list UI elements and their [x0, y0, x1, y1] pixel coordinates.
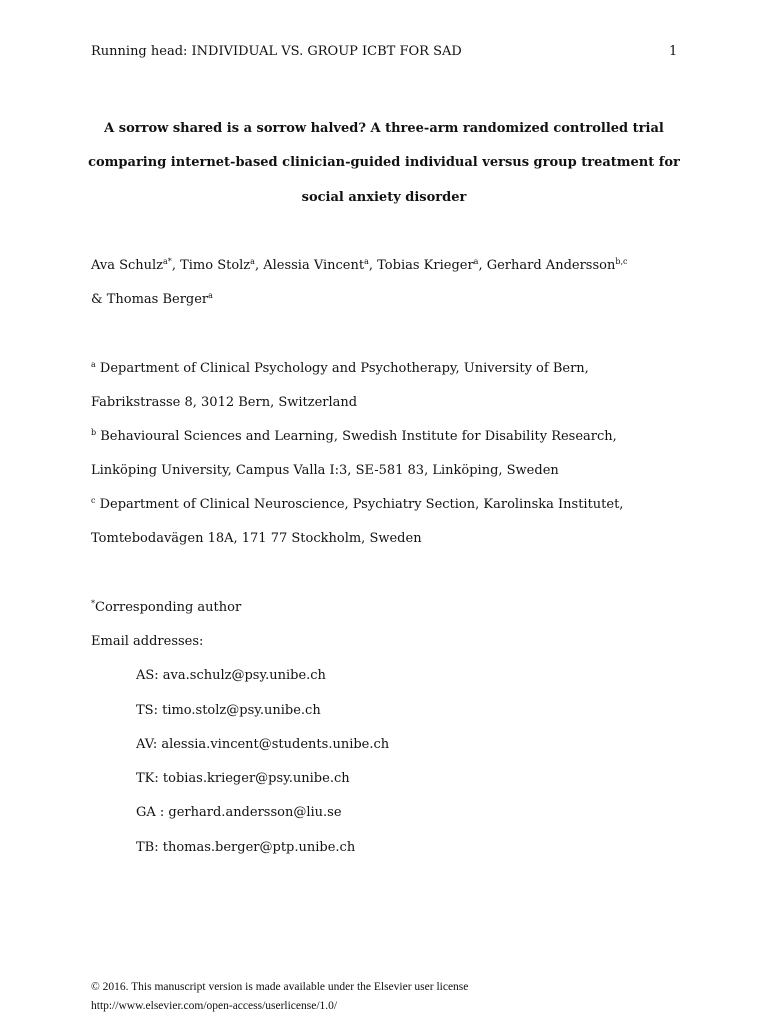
title-line-2: comparing internet-based clinician-guided individual versus group treatment for: [88, 155, 680, 170]
author-name: & Thomas Berger: [91, 292, 209, 307]
page-number: 1: [669, 44, 678, 59]
email-ts: TS: timo.stolz@psy.unibe.ch: [136, 703, 321, 718]
author-affiliation-mark: a: [208, 291, 213, 300]
corresponding-mark: *: [91, 599, 95, 608]
affiliation-text: Department of Clinical Psychology and Psychotherapy, University of Bern,: [95, 361, 589, 376]
author-affiliation-mark: a: [473, 257, 479, 266]
affiliation-c-line-2: Tomtebodavägen 18A, 171 77 Stockholm, Sweden: [91, 531, 422, 546]
author-line-1: [91, 258, 628, 273]
running-head: Running head: INDIVIDUAL VS. GROUP ICBT FOR SAD: [91, 44, 462, 59]
author-affiliation-mark: a: [364, 257, 369, 266]
author-name: Tobias Krieger: [377, 258, 474, 273]
author-affiliation-mark: a*: [163, 257, 172, 266]
affiliation-text: Department of Clinical Neuroscience, Psychiatry Section, Karolinska Institutet,: [95, 497, 624, 512]
affiliation-text: Behavioural Sciences and Learning, Swedish Institute for Disability Research,: [96, 429, 617, 444]
affiliation-b-line-2: Linköping University, Campus Valla I:3, SE-581 83, Linköping, Sweden: [91, 463, 559, 478]
email-tk: TK: tobias.krieger@psy.unibe.ch: [136, 771, 350, 786]
license-notice: © 2016. This manuscript version is made available under the Elsevier user license: [91, 981, 469, 993]
affiliation-b-line-1: [91, 429, 617, 444]
affiliation-mark: b: [91, 428, 97, 437]
license-url: http://www.elsevier.com/open-access/userlicense/1.0/: [91, 1000, 338, 1012]
affiliation-a-line-2: Fabrikstrasse 8, 3012 Bern, Switzerland: [91, 395, 358, 410]
author-name: Gerhard Andersson: [486, 258, 616, 273]
email-av: AV: alessia.vincent@students.unibe.ch: [136, 737, 390, 752]
email-ga: GA : gerhard.andersson@liu.se: [136, 805, 342, 820]
affiliation-a-line-1: [91, 361, 589, 376]
author-affiliation-mark: b,c: [615, 257, 628, 266]
email-as: AS: ava.schulz@psy.unibe.ch: [136, 668, 326, 683]
corresponding-author: [91, 600, 241, 615]
title-line-1: A sorrow shared is a sorrow halved? A three-arm randomized controlled trial: [104, 121, 664, 136]
author-separator: ,: [254, 258, 264, 273]
author-separator: ,: [171, 258, 181, 273]
title-line-3: social anxiety disorder: [301, 190, 467, 205]
author-name: Alessia Vincent: [263, 258, 365, 273]
emails-label: Email addresses:: [91, 634, 204, 649]
author-affiliation-mark: a: [250, 257, 255, 266]
corresponding-label: Corresponding author: [95, 600, 242, 615]
affiliation-mark: c: [91, 496, 96, 505]
author-separator: ,: [478, 258, 487, 273]
affiliation-mark: a: [91, 360, 96, 369]
affiliation-c-line-1: [91, 497, 623, 512]
author-line-2: [91, 292, 213, 307]
author-name: Timo Stolz: [180, 258, 251, 273]
author-separator: ,: [368, 258, 378, 273]
author-name: Ava Schulz: [91, 258, 164, 273]
email-tb: TB: thomas.berger@ptp.unibe.ch: [136, 840, 356, 855]
